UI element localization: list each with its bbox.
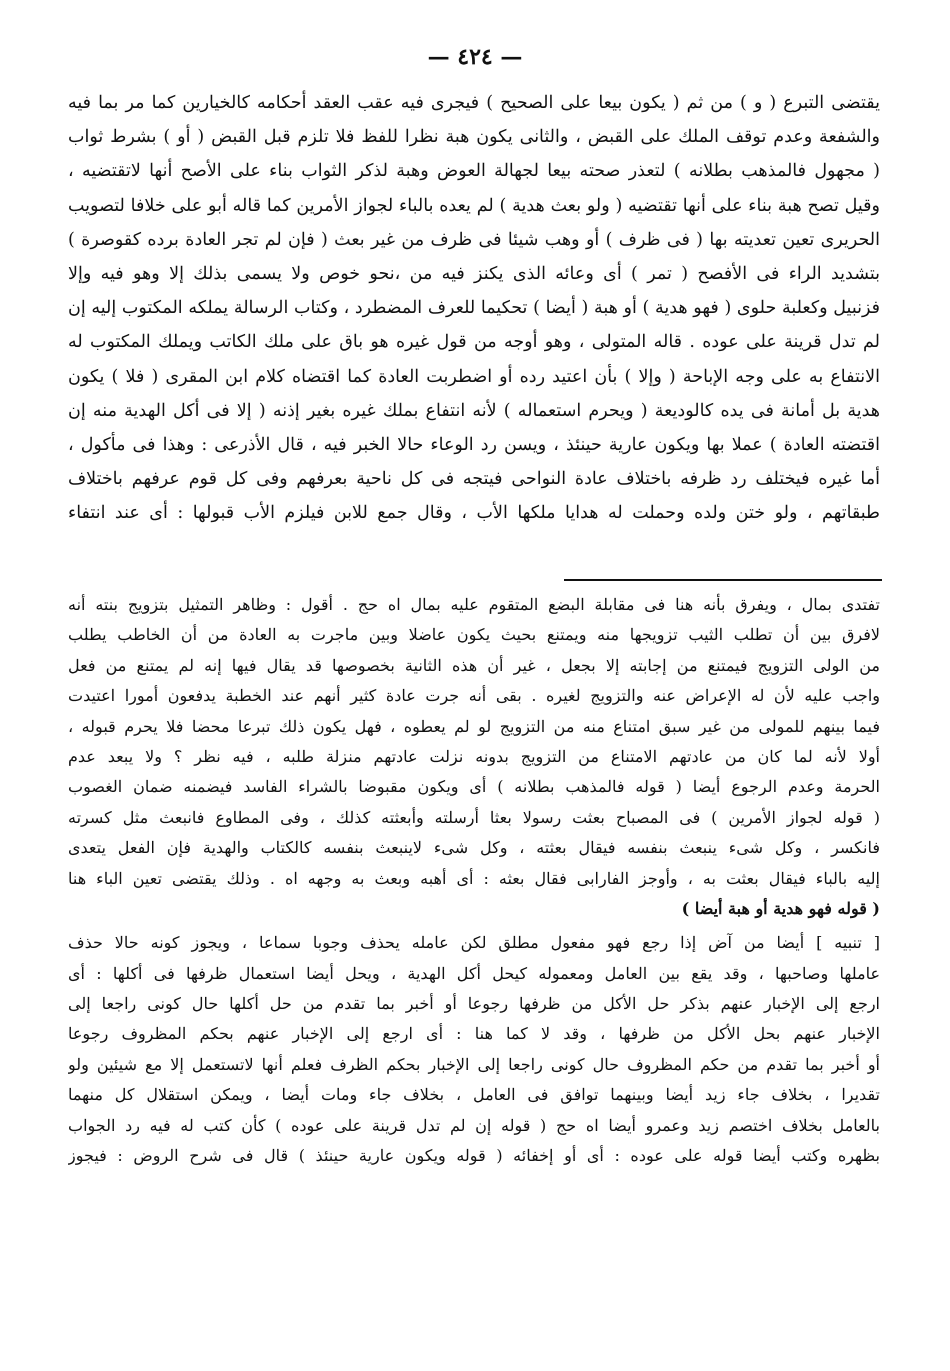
main-text-line: والشفعة وعدم توقف الملك على القبض ، والثانى يكون هبة نظرا للفظ فلا تلزم قبل القبض ( أو ) بشرط ثواب: [68, 127, 880, 148]
main-text-line: طبقاتهم ، ولو ختن ولده وحملت له هدايا ملكها الأب ، وقال جمع للابن فيلزم الأب قبولها : أى عند انتفاء: [68, 503, 880, 524]
main-text-line: فزنبيل وكعلبة حلوى ( فهو هدية ) أو هبة ( أيضا ) تحكيما للعرف المضطرد ، وكتاب الرسالة يملكه المكتوب إليه إن: [68, 298, 880, 319]
main-text-line: هدية بل أمانة فى يده كالوديعة ( ويحرم استعماله ) لأنه انتفاع بملك غيره بغير إذنه ( إلا فى أكل الهدية منه إن: [68, 400, 880, 421]
footnote-line: الإخبار عنهم بحل الأكل من ظرفها ، وقد لا كما هنا : أى ارجع إلى الإخبار عنهم بحكم المظروف رجوعا: [68, 1024, 880, 1044]
footnote-line: من الولى التزويج فيمتنع من إجابته إلا بجعل ، غير أن هذه الثانية بخصوصها قد يقال فيها إنه لم يمتنع من فعل: [68, 655, 880, 675]
footnote-line: أو أخبر بما تقدم من حكم المظروف حال كونى راجعا إلى الإخبار بحكم الظرف فعلم أنها لاتستعمل إلا مع شيئين ولو: [68, 1054, 880, 1074]
footnote-line: [ تنبيه ] أيضا من آض إذا رجع فهو مفعول مطلق لكن عامله يحذف وجوبا سماعا ، ويجوز كونه حالا حذف: [68, 933, 880, 953]
main-text-line: الانتفاع به على وجه الإباحة ( وإلا ) بأن اعتيد رده أو اضطربت العادة كما اقتضاه كلام ابن المقرى ( فلا ) يكون: [68, 366, 880, 387]
footnote-heading: ( قوله فهو هدية أو هبة أيضا ): [681, 898, 880, 918]
footnote-text: [68, 590, 880, 1171]
footnote-line: لافرق بين أن تطلب الثيب تزويجها منه ويمتنع بحيث يكون عاضلا وبين ماجرت به العادة من أن الخاطب يطلب: [68, 625, 880, 645]
main-text-line: الحريرى تعين تعديته بها ( فى ظرف ) أو وهب شيئا فى ظرف من غير بعث ( فإن لم تجر العادة برده كقوصرة ): [68, 229, 880, 250]
main-text-line: لم تدل قرينة على عوده . قاله المتولى ، وهو أوجه من قول غيره هو باق على ملك الكاتب ويملك المكتوب له: [68, 332, 880, 353]
footnote-line: ارجع إلى الإخبار عنهم بذكر حل الأكل من ظرفها رجوعا أو أخبر بما تقدم من حل أكلها حال كونى راجعا إلى: [68, 994, 880, 1014]
footnote-line: تقديرا ، بخلاف جاء زيد أيضا وبينهما توافق فى العامل ، بخلاف جاء ومات أيضا ، ويمكن استقلال كل منهما: [68, 1085, 880, 1105]
main-text-line: ( مجهول فالمذهب بطلانه ) لتعذر صحته بيعا لجهالة العوض وهبة لذكر الثواب بناء على الأصح أنها لاتقتضيه ،: [68, 161, 880, 182]
footnote-line: الحرمة وعدم الرجوع أيضا ( قوله فالمذهب بطلانه ) أى ويكون مقبوضا بالشراء الفاسد فيضمنه ضمان الغصوب: [68, 777, 880, 797]
main-text-line: يقتضى التبرع ( و ) من ثم ( يكون بيعا على الصحيح ) فيجرى فيه عقب العقد أحكامه كالخيارين كما مر بما فيه: [68, 93, 880, 113]
footnote-line: بظهره وكتب أيضا قوله على عوده : أى أو إخفائه ( قوله ويكون عارية حينئذ ) قال فى شرح الروض : فيجوز: [68, 1146, 880, 1166]
footnote-line: فيما بينهم للمولى من غير سبق امتناع منه من التزويج لو لم يعطوه ، فهل يكون ذلك تبرعا محضا فلا يحرم قبوله ،: [68, 716, 880, 736]
footnote-line: أولا لأنه لما كان من عادتهم الامتناع من التزويج بدونه نزلت عادتهم منزلة طلبه ، فيه نظر ؟ ولا يبعد عدم: [68, 746, 880, 766]
footnote-line: فانكسر ، وكل شىء ينبعث بنفسه فيقال بعثته ، وكل شىء لاينبعث بنفسه كالكتاب والهدية فإن الفعل يتعدى: [68, 838, 880, 858]
footnote-line: واجب عليه لأن له الإعراض عنه والتزويج لغيره . بقى أنه جرت عادة كثير أنهم عند الخطبة يدفعون أمورا اعتيدت: [68, 686, 880, 706]
main-text-line: اقتضته العادة ) عملا بها ويكون عارية حينئذ ، ويسن رد الوعاء حالا الخبر فيه ، قال الأذرعى : وهذا فى مأكول ،: [68, 434, 880, 455]
footnote-line: عاملها وصاحبها ، وقد يقع بين العامل ومعموله كيحل أكل الهدية ، ويحل أيضا استعمال ظرفها فى أكلها : أى: [68, 963, 880, 983]
main-text-line: وقيل تصح هبة بناء على أنها تقتضيه ( ولو بعث هدية ) لم يعده بالباء لجواز الأمرين كما قاله أبو على خلافا لتصويب: [68, 195, 880, 216]
footnote-line: إليه بالباء فيقال بعثت به ، وأوجز الفارابى فقال بعثه : أى أهبه وبعث به وجهه اه . وذلك يقتضى تعين الباء هنا: [68, 868, 880, 888]
footnote-divider: [564, 579, 882, 581]
footnote-line: بالعامل بخلاف اختصم زيد وعمرو أيضا اه حج ( قوله إن لم تدل قرينة على عوده ) كأن كتب له فيه رد الجواب: [68, 1115, 880, 1135]
footnote-line: ( قوله لجواز الأمرين ) فى المصباح بعثت رسولا بعثا أرسلته وأبعثته كذلك ، وفى المطاوع فانبعث مثل كسرته: [68, 807, 880, 827]
main-text-line: بتشديد الراء فى الأفصح ( تمر ) أى وعائه الذى يكنز فيه من ،نحو خوص ولا يسمى بذلك إلا وهو فيه وإلا: [68, 263, 880, 284]
main-text: [68, 86, 880, 530]
main-text-line: أما غيره فيختلف رد ظرفه باختلاف عادة النواحى فيتجه فى كل ناحية بعرفهم وفى كل قوم عرفهم باختلاف: [68, 469, 880, 490]
footnote-line: تفتدى بمال ، ويفرق بأنه هنا فى مقابلة البضع المتقوم عليه بمال اه حج . أقول : وظاهر التمثيل بتزويج بنته أنه: [68, 595, 880, 614]
page-number: — ٤٢٤ —: [427, 44, 523, 70]
